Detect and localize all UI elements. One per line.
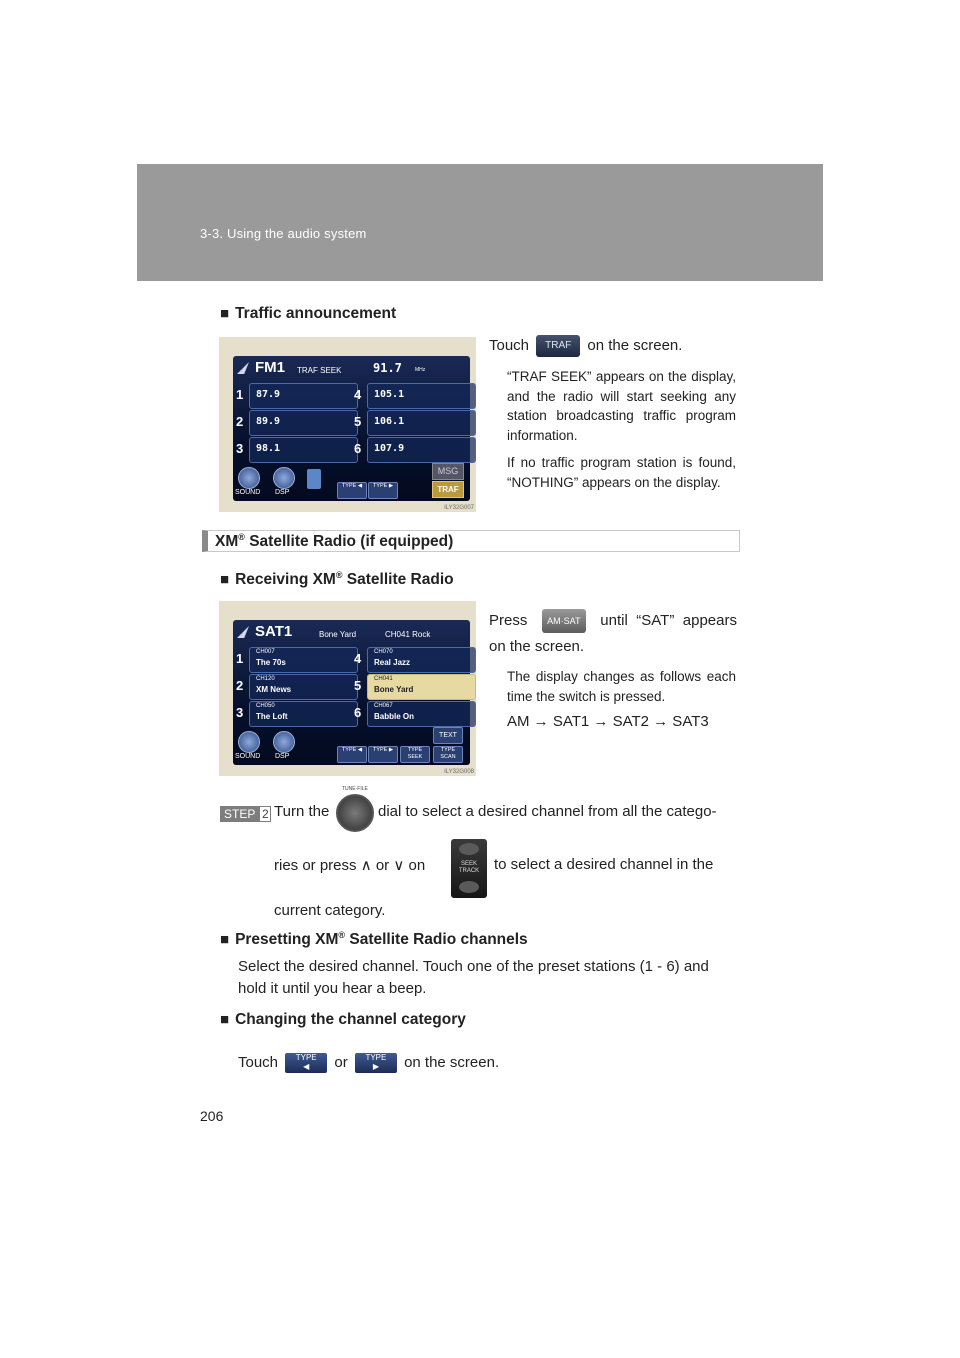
traffic-screen-image bbox=[219, 337, 476, 512]
sat-preset-4[interactable]: 4 CH070 Real Jazz bbox=[367, 647, 476, 673]
sat-image-code: ILY32G008 bbox=[444, 769, 474, 775]
step1-text: Press AM·SAT until “SAT” appears on the screen. bbox=[489, 608, 737, 660]
page-number: 206 bbox=[200, 1108, 224, 1124]
traffic-heading: ■ Traffic announcement bbox=[220, 305, 396, 323]
msg-button[interactable]: MSG bbox=[432, 463, 464, 480]
antenna-icon-2 bbox=[237, 626, 249, 638]
type-prev-icon: TYPE ◀ bbox=[285, 1053, 327, 1073]
sat-preset-5[interactable]: 5 CH041 Bone Yard bbox=[367, 674, 476, 700]
presetting-heading: ■ Presetting XM® Satellite Radio channels bbox=[220, 930, 528, 949]
traffic-desc-1: “TRAF SEEK” appears on the display, and the radio will start seeking any station broadcasting traffic program information. bbox=[507, 369, 736, 443]
step2-line2b: to select a desired channel in the bbox=[494, 856, 714, 873]
sat-type-prev-button[interactable]: TYPE ◀ bbox=[337, 746, 367, 763]
type-prev-button[interactable]: TYPE ◀ bbox=[337, 482, 367, 499]
am-sat-button-icon: AM·SAT bbox=[542, 609, 586, 633]
section-header: 3-3. Using the audio system bbox=[200, 226, 367, 241]
preset-1[interactable]: 1 87.9 bbox=[249, 383, 358, 409]
step1-sequence: AM → SAT1 → SAT2 → SAT3 bbox=[507, 713, 709, 730]
seek-down-icon bbox=[459, 881, 479, 893]
preset-6[interactable]: 6 107.9 bbox=[367, 437, 476, 463]
traf-icon-button: TRAF bbox=[536, 335, 580, 357]
traffic-touch-line: Touch TRAF on the screen. bbox=[489, 335, 682, 359]
traf-button[interactable]: TRAF bbox=[432, 481, 464, 498]
step2-line3: current category. bbox=[274, 902, 386, 919]
sat-sound-button[interactable] bbox=[238, 731, 260, 753]
speaker-icon bbox=[307, 469, 321, 489]
section-title: XM® Satellite Radio (if equipped) bbox=[215, 532, 454, 551]
type-next-icon: TYPE ▶ bbox=[355, 1053, 397, 1073]
sat-preset-6[interactable]: 6 CH067 Babble On bbox=[367, 701, 476, 727]
step2-badge: STEP 2 bbox=[220, 805, 271, 823]
step2-line1a: Turn the bbox=[274, 803, 330, 820]
preset-4[interactable]: 4 105.1 bbox=[367, 383, 476, 409]
header-band bbox=[137, 164, 823, 281]
type-next-button[interactable]: TYPE ▶ bbox=[368, 482, 398, 499]
category-heading: ■ Changing the channel category bbox=[220, 1011, 466, 1029]
sat-dsp-button[interactable] bbox=[273, 731, 295, 753]
preset-5[interactable]: 5 106.1 bbox=[367, 410, 476, 436]
sat-channel: CH041 Rock bbox=[385, 630, 431, 639]
step2-line2a: ries or press ∧ or ∨ on bbox=[274, 857, 426, 874]
presetting-text: Select the desired channel. Touch one of the preset stations (1 - 6) and hold it until you hear a beep. bbox=[238, 958, 709, 997]
sat-type-scan-button[interactable]: TYPE SCAN bbox=[433, 746, 463, 763]
freq-unit: MHz bbox=[415, 367, 426, 373]
step1-note: The display changes as follows each time the switch is pressed. bbox=[507, 669, 736, 704]
sat-sound-label: SOUND bbox=[235, 753, 261, 760]
receiving-heading: ■ Receiving XM® Satellite Radio bbox=[220, 570, 454, 589]
dsp-button[interactable] bbox=[273, 467, 295, 489]
antenna-icon bbox=[237, 362, 249, 374]
sat-type-seek-button[interactable]: TYPE SEEK bbox=[400, 746, 430, 763]
band-label: FM1 bbox=[255, 359, 285, 376]
traffic-desc-2: If no traffic program station is found, “NOTHING” appears on the display. bbox=[507, 455, 736, 490]
tune-file-knob-icon: TUNE·FILE bbox=[336, 786, 374, 832]
seek-up-icon bbox=[459, 843, 479, 855]
preset-2[interactable]: 2 89.9 bbox=[249, 410, 358, 436]
frequency: 91.7 bbox=[373, 361, 402, 375]
preset-3[interactable]: 3 98.1 bbox=[249, 437, 358, 463]
sat-name: Bone Yard bbox=[319, 630, 357, 639]
status-text: TRAF SEEK bbox=[297, 366, 342, 375]
sat-type-next-button[interactable]: TYPE ▶ bbox=[368, 746, 398, 763]
seek-track-button-icon: SEEK TRACK bbox=[451, 839, 487, 898]
sat-preset-1[interactable]: 1 CH007 The 70s bbox=[249, 647, 358, 673]
sat-screen-image bbox=[219, 601, 476, 776]
image-code: ILY32G007 bbox=[444, 505, 474, 511]
sound-label: SOUND bbox=[235, 489, 261, 496]
step2-line1b: dial to select a desired channel from all the catego- bbox=[378, 803, 717, 820]
sat-dsp-label: DSP bbox=[275, 753, 290, 760]
dsp-label: DSP bbox=[275, 489, 290, 496]
sat-band-label: SAT1 bbox=[255, 623, 293, 640]
sat-preset-2[interactable]: 2 CH120 XM News bbox=[249, 674, 358, 700]
sound-button[interactable] bbox=[238, 467, 260, 489]
sat-preset-3[interactable]: 3 CH050 The Loft bbox=[249, 701, 358, 727]
category-line: Touch TYPE ◀ or TYPE ▶ on the screen. bbox=[238, 1053, 500, 1072]
sat-text-button[interactable]: TEXT bbox=[433, 727, 463, 744]
